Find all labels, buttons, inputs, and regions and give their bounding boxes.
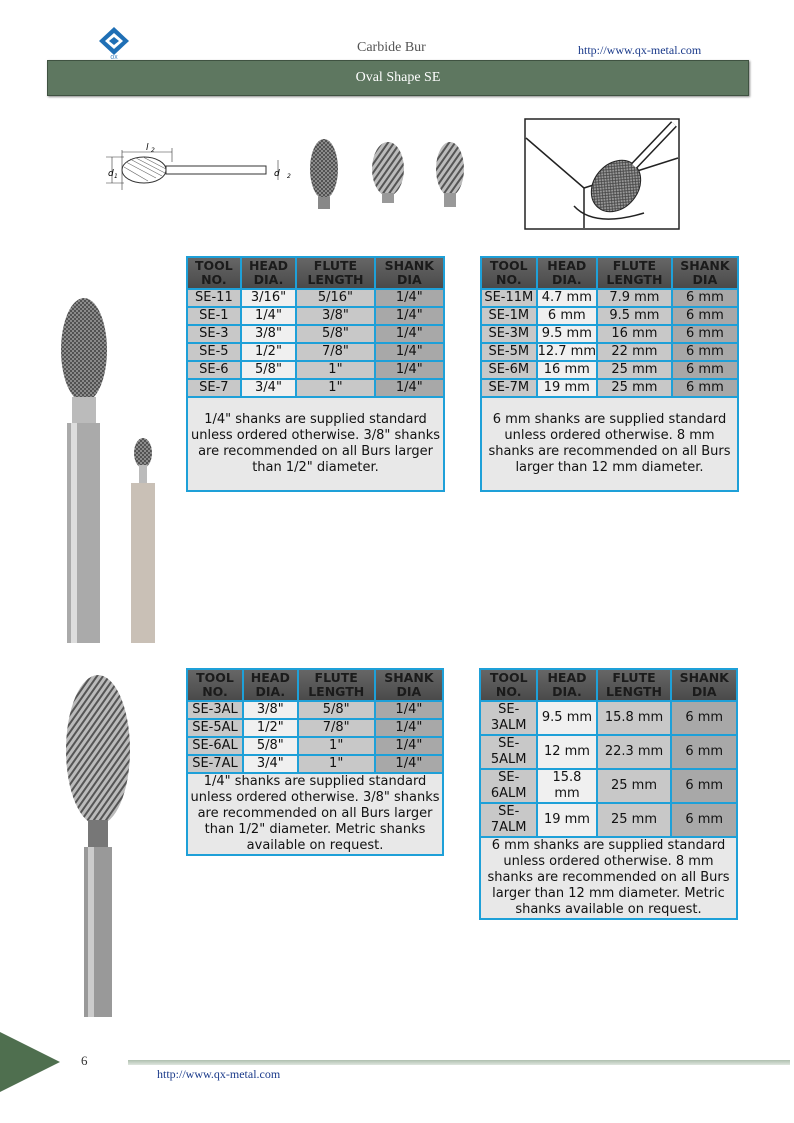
table-cell: 1/4" bbox=[375, 701, 443, 719]
table-note: 6 mm shanks are supplied standard unless ordered otherwise. 8 mm shanks are recommended on all Burs larger than 12 mm diameter. bbox=[481, 397, 738, 491]
table-cell: 1/4" bbox=[375, 325, 444, 343]
table-cell: SE-7AL bbox=[187, 755, 243, 773]
table-cell: 19 mm bbox=[537, 803, 596, 837]
table-cell: 9.5 mm bbox=[537, 325, 597, 343]
table-row bbox=[480, 769, 737, 803]
table-cell: 6 mm bbox=[672, 379, 738, 397]
header-flute-length: FLUTE LENGTH bbox=[296, 257, 374, 289]
table-cell: SE-7 bbox=[187, 379, 241, 397]
table-cell: SE-6M bbox=[481, 361, 537, 379]
table-cell: 1" bbox=[298, 737, 375, 755]
table-cell: SE-7M bbox=[481, 379, 537, 397]
header-tool-no: TOOL NO. bbox=[187, 257, 241, 289]
spec-table-metric-2 bbox=[479, 668, 738, 920]
bur-pair-photo bbox=[55, 295, 165, 645]
table-cell: 25 mm bbox=[597, 769, 672, 803]
table-cell: SE-11M bbox=[481, 289, 537, 307]
table-row bbox=[187, 289, 444, 307]
table-row bbox=[187, 325, 444, 343]
bur-heads-photo bbox=[302, 133, 472, 213]
table-cell: 5/16" bbox=[296, 289, 374, 307]
table-cell: 15.8 mm bbox=[597, 701, 672, 735]
table-cell: 1/4" bbox=[375, 737, 443, 755]
table-cell: SE-6ALM bbox=[480, 769, 537, 803]
table-cell: 7.9 mm bbox=[597, 289, 672, 307]
header-tool-no: TOOL NO. bbox=[187, 669, 243, 701]
table-cell: 6 mm bbox=[671, 701, 737, 735]
table-cell: 3/4" bbox=[243, 755, 298, 773]
table-note: 1/4" shanks are supplied standard unless ordered otherwise. 3/8" shanks are recommended on all Burs larger than 1/2" diameter. bbox=[187, 397, 444, 491]
table-cell: 1" bbox=[298, 755, 375, 773]
table-cell: 25 mm bbox=[597, 361, 672, 379]
table-cell: SE-5 bbox=[187, 343, 241, 361]
header-head-dia: HEAD DIA. bbox=[537, 257, 597, 289]
spec-table-inch-2 bbox=[186, 668, 444, 856]
table-cell: 1/4" bbox=[241, 307, 297, 325]
logo-text: QX bbox=[110, 55, 118, 59]
table-row bbox=[481, 379, 738, 397]
application-sketch bbox=[524, 118, 680, 230]
table-cell: 22.3 mm bbox=[597, 735, 672, 769]
table-cell: 6 mm bbox=[671, 803, 737, 837]
label-l2: l bbox=[146, 143, 149, 153]
table-cell: SE-5AL bbox=[187, 719, 243, 737]
table-note: 6 mm shanks are supplied standard unless ordered otherwise. 8 mm shanks are recommended on all Burs larger than 12 mm diameter. Metric shanks available on request. bbox=[480, 837, 737, 919]
table-cell: SE-1 bbox=[187, 307, 241, 325]
table-row bbox=[187, 361, 444, 379]
table-cell: 6 mm bbox=[672, 289, 738, 307]
footer-divider bbox=[128, 1060, 790, 1065]
table-row bbox=[480, 803, 737, 837]
table-row bbox=[187, 379, 444, 397]
table-cell: 6 mm bbox=[672, 343, 738, 361]
table-cell: 1/4" bbox=[375, 343, 444, 361]
label-d2-sub: 2 bbox=[287, 173, 291, 180]
table-cell: 6 mm bbox=[537, 307, 597, 325]
header-head-dia: HEAD DIA. bbox=[243, 669, 298, 701]
table-cell: 25 mm bbox=[597, 379, 672, 397]
table-cell: 6 mm bbox=[671, 735, 737, 769]
table-note: 1/4" shanks are supplied standard unless ordered otherwise. 3/8" shanks are recommended on all Burs larger than 1/2" diameter. Metric shanks available on request. bbox=[187, 773, 443, 855]
table-cell: SE-5M bbox=[481, 343, 537, 361]
table-cell: SE-6AL bbox=[187, 737, 243, 755]
table-cell: 1/4" bbox=[375, 307, 444, 325]
table-cell: SE-3 bbox=[187, 325, 241, 343]
page-number: 6 bbox=[81, 1053, 88, 1068]
table-cell: 25 mm bbox=[597, 803, 672, 837]
table-row bbox=[481, 289, 738, 307]
section-banner: Oval Shape SE bbox=[47, 60, 749, 96]
table-cell: 3/4" bbox=[241, 379, 297, 397]
table-cell: SE-6 bbox=[187, 361, 241, 379]
table-cell: 7/8" bbox=[296, 343, 374, 361]
header-tool-no: TOOL NO. bbox=[480, 669, 537, 701]
table-cell: 5/8" bbox=[243, 737, 298, 755]
header-shank-dia: SHANK DIA bbox=[671, 669, 737, 701]
table-row bbox=[481, 343, 738, 361]
header-flute-length: FLUTE LENGTH bbox=[597, 669, 672, 701]
table-cell: 1/2" bbox=[243, 719, 298, 737]
table-cell: 3/8" bbox=[296, 307, 374, 325]
header-flute-length: FLUTE LENGTH bbox=[298, 669, 375, 701]
table-cell: 16 mm bbox=[537, 361, 597, 379]
table-cell: 5/8" bbox=[298, 701, 375, 719]
table-cell: 3/16" bbox=[241, 289, 297, 307]
table-cell: 6 mm bbox=[672, 361, 738, 379]
table-cell: SE-5ALM bbox=[480, 735, 537, 769]
table-cell: 12 mm bbox=[537, 735, 596, 769]
label-d2: d bbox=[274, 169, 280, 179]
header-title: Carbide Bur bbox=[357, 40, 426, 55]
table-row bbox=[481, 361, 738, 379]
table-cell: 9.5 mm bbox=[537, 701, 596, 735]
table-row bbox=[187, 343, 444, 361]
table-row bbox=[187, 307, 444, 325]
table-row bbox=[187, 737, 443, 755]
table-cell: 1/2" bbox=[241, 343, 297, 361]
table-cell: 6 mm bbox=[671, 769, 737, 803]
table-cell: 3/8" bbox=[243, 701, 298, 719]
table-cell: 3/8" bbox=[241, 325, 297, 343]
table-row bbox=[481, 325, 738, 343]
table-cell: 4.7 mm bbox=[537, 289, 597, 307]
label-d1-sub: 1 bbox=[114, 173, 118, 180]
table-cell: SE-3M bbox=[481, 325, 537, 343]
table-cell: 12.7 mm bbox=[537, 344, 596, 359]
table-cell: 6 mm bbox=[672, 325, 738, 343]
table-cell: 9.5 mm bbox=[597, 307, 672, 325]
table-row bbox=[187, 701, 443, 719]
header-shank-dia: SHANK DIA bbox=[375, 669, 443, 701]
table-cell: 16 mm bbox=[597, 325, 672, 343]
table-cell: 1/4" bbox=[375, 755, 443, 773]
table-cell: SE-1M bbox=[481, 307, 537, 325]
table-cell: 5/8" bbox=[241, 361, 297, 379]
header-url[interactable]: http://www.qx-metal.com bbox=[578, 43, 702, 57]
label-d1: d bbox=[108, 169, 114, 179]
header-tool-no: TOOL NO. bbox=[481, 257, 537, 289]
label-l2-sub: 2 bbox=[151, 147, 155, 154]
table-row bbox=[481, 307, 738, 325]
header-head-dia: HEAD DIA. bbox=[537, 669, 596, 701]
footer-url[interactable]: http://www.qx-metal.com bbox=[157, 1067, 281, 1081]
qx-logo bbox=[99, 27, 129, 59]
table-row bbox=[480, 701, 737, 735]
header-shank-dia: SHANK DIA bbox=[672, 257, 738, 289]
table-cell: 15.8 mm bbox=[537, 769, 596, 803]
table-cell: SE-7ALM bbox=[480, 803, 537, 837]
table-row bbox=[187, 755, 443, 773]
table-cell: 5/8" bbox=[296, 325, 374, 343]
table-cell: SE-11 bbox=[187, 289, 241, 307]
table-cell: 1" bbox=[296, 361, 374, 379]
table-cell: 22 mm bbox=[597, 343, 672, 361]
table-cell: 1/4" bbox=[375, 289, 444, 307]
header-shank-dia: SHANK DIA bbox=[375, 257, 444, 289]
header-flute-length: FLUTE LENGTH bbox=[597, 257, 672, 289]
spec-table-inch-1 bbox=[186, 256, 445, 492]
table-cell: SE-3ALM bbox=[480, 701, 537, 735]
footer-triangle bbox=[0, 1032, 60, 1092]
technical-drawing bbox=[98, 140, 296, 200]
table-cell: 1" bbox=[296, 379, 374, 397]
table-cell: 6 mm bbox=[672, 307, 738, 325]
header-head-dia: HEAD DIA. bbox=[241, 257, 297, 289]
table-row bbox=[187, 719, 443, 737]
long-bur-photo bbox=[62, 672, 134, 1022]
table-cell: 1/4" bbox=[375, 361, 444, 379]
spec-table-metric-1 bbox=[480, 256, 739, 492]
table-cell: SE-3AL bbox=[187, 701, 243, 719]
table-cell: 1/4" bbox=[375, 719, 443, 737]
table-cell: 19 mm bbox=[537, 379, 597, 397]
table-cell: 7/8" bbox=[298, 719, 375, 737]
table-row bbox=[480, 735, 737, 769]
table-cell: 1/4" bbox=[375, 379, 444, 397]
